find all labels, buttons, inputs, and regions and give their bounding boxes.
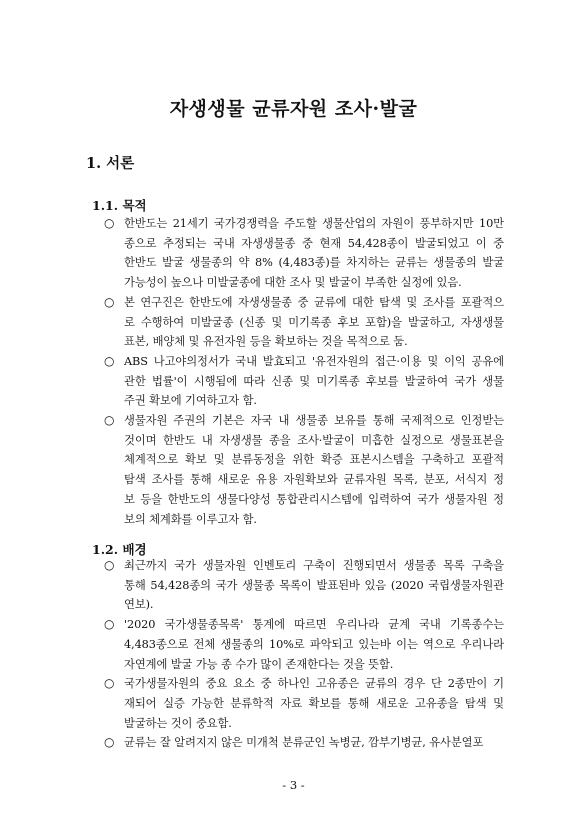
paragraph-line: 한반도는 21세기 국가경쟁력을 주도할 생물산업의 자원이 풍부하지만 10만 bbox=[124, 217, 504, 230]
paragraph-line: 발굴하는 것이 중요함. bbox=[124, 716, 232, 730]
page-number: - 3 - bbox=[282, 778, 305, 792]
subsection-heading-purpose: 1.1. 목적 bbox=[92, 198, 147, 213]
bullet-paragraph bbox=[104, 556, 504, 615]
background-list bbox=[104, 556, 504, 753]
paragraph-line: 한반도 발굴 생물종의 약 8% (4,483종)를 차지하는 균류는 생물종의 발굴 bbox=[124, 256, 504, 270]
purpose-list bbox=[104, 214, 504, 529]
paragraph-line: 국가생물자원의 중요 요소 중 하나인 고유종은 균류의 경우 단 2종만이 기 bbox=[124, 677, 504, 691]
paragraph-line: 4,483종으로 전체 생물종의 10%로 파악되고 있는바 이는 역으로 우리나라 bbox=[124, 637, 504, 651]
bullet-paragraph bbox=[104, 352, 504, 411]
bullet-paragraph bbox=[104, 214, 504, 293]
paragraph-line: 것이며 한반도 내 자생생물 종을 조사·발굴이 미흡한 실정으로 생물표본을 bbox=[124, 433, 504, 447]
paragraph-line: 로 수행하여 미발굴종 (신종 및 미기록종 후보 포함)을 발굴하고, 자생생물 bbox=[124, 315, 504, 329]
bullet-paragraph bbox=[104, 293, 504, 352]
bullet-paragraph bbox=[104, 411, 504, 529]
bullet-paragraph bbox=[104, 674, 504, 733]
paragraph-line: 본 연구진은 한반도에 자생생물종 중 균류에 대한 탐색 및 조사를 포괄적으 bbox=[124, 295, 504, 309]
paragraph-line: 표본, 배양체 및 유전자원 등을 확보하는 것을 목적으로 둠. bbox=[124, 335, 408, 349]
circle-bullet-icon: ○ bbox=[104, 294, 115, 309]
circle-bullet-icon: ○ bbox=[104, 413, 115, 428]
subsection-heading-background: 1.2. 배경 bbox=[92, 542, 147, 557]
paragraph-line: 보 등을 한반도의 생물다양성 통합관리시스템에 입력하여 국가 생물자원 정 bbox=[124, 492, 504, 506]
paragraph-line: 주권 확보에 기여하고자 함. bbox=[124, 394, 257, 408]
section-heading: 1. 서론 bbox=[86, 155, 135, 172]
circle-bullet-icon: ○ bbox=[104, 617, 115, 632]
circle-bullet-icon: ○ bbox=[104, 353, 115, 368]
paragraph-line: 자연계에 발굴 가능 종 수가 많이 존재한다는 것을 뜻함. bbox=[124, 657, 394, 671]
paragraph-line: 균류는 잘 알려지지 않은 미개척 분류군인 녹병균, 깜부기병균, 유사분열포 bbox=[124, 736, 484, 750]
circle-bullet-icon: ○ bbox=[104, 676, 115, 691]
paragraph-line: 연보). bbox=[124, 598, 154, 612]
circle-bullet-icon: ○ bbox=[104, 216, 115, 230]
paragraph-line: 탐색 조사를 통해 새로운 유용 자원확보와 균류자원 목록, 분포, 서식지 정 bbox=[124, 473, 504, 487]
paragraph-line: 종으로 추정되는 국내 자생생물종 중 현재 54,428종이 발굴되었고 이 중 bbox=[124, 236, 504, 250]
paragraph-line: 보의 체계화를 이루고자 함. bbox=[124, 512, 257, 526]
bullet-paragraph bbox=[104, 733, 504, 753]
paragraph-line: 체계적으로 확보 및 분류동정을 위한 확증 표본시스템을 구축하고 포괄적 bbox=[124, 453, 504, 467]
paragraph-line: 가능성이 높으나 미발굴종에 대한 조사 및 발굴이 부족한 실정에 있음. bbox=[124, 276, 462, 290]
circle-bullet-icon: ○ bbox=[104, 735, 115, 750]
paragraph-line: '2020 국가생물종목록' 통계에 따르면 우리나라 균계 국내 기록종수는 bbox=[124, 618, 504, 632]
paragraph-line: 생물자원 주권의 기본은 자국 내 생물종 보유를 통해 국제적으로 인정받는 bbox=[124, 414, 504, 428]
paragraph-line: 관한 법률'이 시행됨에 따라 신종 및 미기록종 후보를 발굴하여 국가 생물 bbox=[124, 374, 504, 388]
paragraph-line: ABS 나고야의정서가 국내 발효되고 '유전자원의 접근·이용 및 이익 공유에 bbox=[124, 354, 504, 368]
document-title: 자생생물 균류자원 조사·발굴 bbox=[169, 98, 418, 120]
paragraph-line: 최근까지 국가 생물자원 인벤토리 구축이 진행되면서 생물종 목록 구축을 bbox=[124, 559, 504, 572]
bullet-paragraph bbox=[104, 615, 504, 674]
paragraph-line: 통해 54,428종의 국가 생물종 목록이 발표된바 있음 (2020 국립생물자원관 bbox=[124, 578, 504, 592]
circle-bullet-icon: ○ bbox=[104, 558, 115, 572]
paragraph-line: 재되어 실증 가능한 분류학적 자료 확보를 통해 새로운 고유종을 탐색 및 bbox=[124, 696, 504, 710]
